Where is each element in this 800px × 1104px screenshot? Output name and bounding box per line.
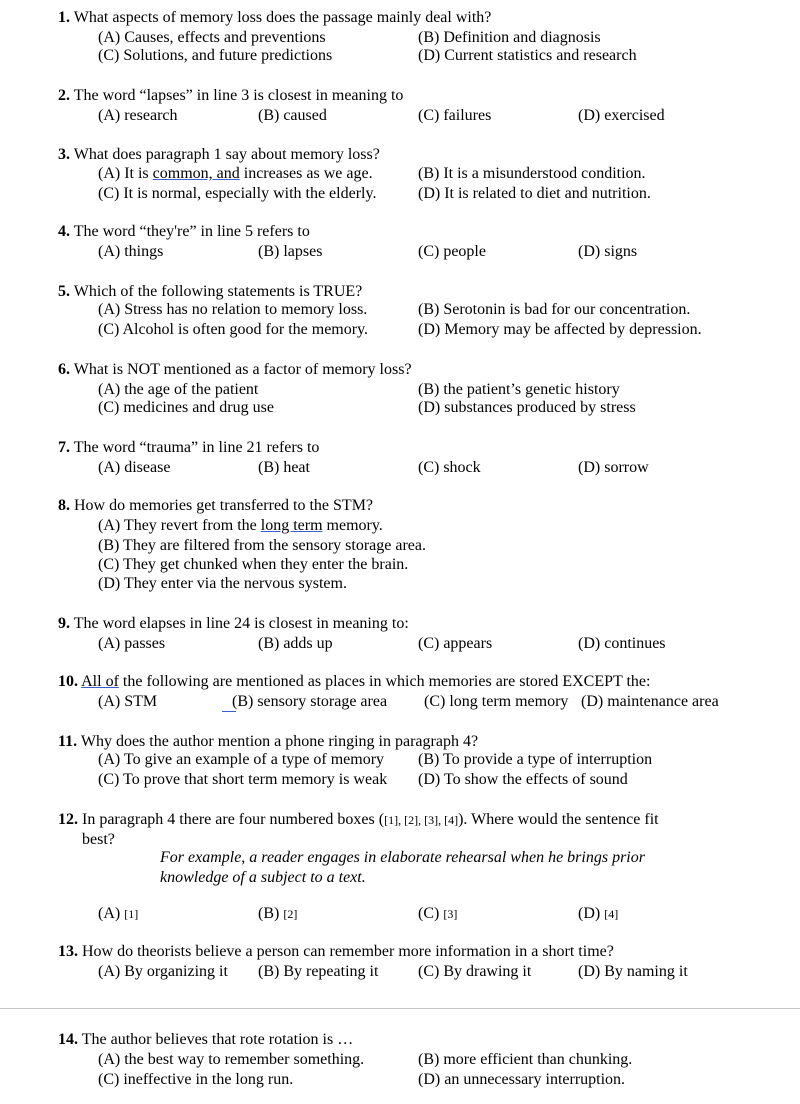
question-text: Why does the author mention a phone ringing in paragraph 4? <box>80 733 479 750</box>
numbered-boxes: [1], [2], [3], [4] <box>384 813 459 827</box>
question-4-option-d: (D) signs <box>578 243 638 260</box>
option-text: (D) <box>578 905 605 922</box>
question-11-option-b: (B) To provide a type of interruption <box>418 751 653 768</box>
box-label: [2] <box>283 907 298 921</box>
question-14-stem <box>58 1030 353 1050</box>
question-9-option-c: (C) appears <box>418 635 493 652</box>
question-12-quote-line2: knowledge of a subject to a text. <box>160 869 366 886</box>
question-2-option-b: (B) caused <box>258 107 327 124</box>
question-1-option-b: (B) Definition and diagnosis <box>418 29 601 46</box>
question-text: The word “lapses” in line 3 is closest in meaning to <box>73 87 404 104</box>
question-6-option-d: (D) substances produced by stress <box>418 399 636 416</box>
question-10-option-b: (B) sensory storage area <box>232 693 388 710</box>
question-5-option-a: (A) Stress has no relation to memory loss. <box>98 301 368 318</box>
question-6-stem <box>58 360 412 380</box>
question-number: 6. <box>58 361 70 378</box>
question-number: 12. <box>58 811 78 828</box>
question-7-option-b: (B) heat <box>258 459 310 476</box>
question-text: Which of the following statements is TRUE? <box>73 283 363 300</box>
option-text: increases as we age. <box>239 165 373 182</box>
question-number: 5. <box>58 283 70 300</box>
box-label: [1] <box>124 907 139 921</box>
question-text: In paragraph 4 there are four numbered boxes ( <box>82 811 385 828</box>
page-break-divider <box>0 1008 800 1009</box>
question-13-option-c: (C) By drawing it <box>418 963 532 980</box>
question-14-option-c: (C) ineffective in the long run. <box>98 1071 294 1088</box>
question-text: The word elapses in line 24 is closest in meaning to: <box>73 615 409 632</box>
question-2-option-d: (D) exercised <box>578 107 665 124</box>
question-7-option-a: (A) disease <box>98 459 171 476</box>
question-text: What is NOT mentioned as a factor of memory loss? <box>73 361 412 378</box>
question-12-option-b <box>258 904 297 924</box>
question-text: ). Where would the sentence fit <box>458 811 659 828</box>
question-number: 14. <box>58 1031 78 1048</box>
question-13-option-d: (D) By naming it <box>578 963 688 980</box>
box-label: [4] <box>604 907 619 921</box>
question-2-stem <box>58 86 403 106</box>
question-9-stem <box>58 614 409 634</box>
question-3-option-a <box>98 164 373 184</box>
question-3-option-d: (D) It is related to diet and nutrition. <box>418 185 651 202</box>
question-text: The word “they're” in line 5 refers to <box>73 223 310 240</box>
question-number: 7. <box>58 439 70 456</box>
question-text: What does paragraph 1 say about memory loss? <box>73 146 380 163</box>
question-number: 11. <box>58 733 78 750</box>
question-number: 4. <box>58 223 70 240</box>
question-11-option-d: (D) To show the effects of sound <box>418 771 628 788</box>
question-3-stem <box>58 145 380 165</box>
question-5-option-d: (D) Memory may be affected by depression. <box>418 321 702 338</box>
question-1-option-c: (C) Solutions, and future predictions <box>98 47 333 64</box>
question-text: the following are mentioned as places in which memories are stored EXCEPT the: <box>118 673 651 690</box>
question-8-stem <box>58 496 373 516</box>
question-5-stem <box>58 282 362 302</box>
question-13-option-b: (B) By repeating it <box>258 963 379 980</box>
hyperlink-text[interactable]: All of <box>81 673 119 690</box>
question-14-option-b: (B) more efficient than chunking. <box>418 1051 633 1068</box>
question-3-option-c: (C) It is normal, especially with the elderly. <box>98 185 377 202</box>
question-text: How do memories get transferred to the STM? <box>74 497 374 514</box>
question-1-option-a: (A) Causes, effects and preventions <box>98 29 326 46</box>
question-12-stem-line2: best? <box>82 831 115 848</box>
question-10-stem <box>58 672 650 692</box>
question-7-option-d: (D) sorrow <box>578 459 649 476</box>
question-14-option-a: (A) the best way to remember something. <box>98 1051 365 1068</box>
question-8-option-b: (B) They are filtered from the sensory storage area. <box>98 537 427 554</box>
option-text: (B) <box>258 905 284 922</box>
question-8-option-a <box>98 516 383 536</box>
question-4-option-a: (A) things <box>98 243 164 260</box>
question-number: 10. <box>58 673 78 690</box>
option-text: (C) <box>418 905 444 922</box>
question-13-option-a: (A) By organizing it <box>98 963 228 980</box>
question-number: 1. <box>58 9 70 26</box>
question-9-option-b: (B) adds up <box>258 635 333 652</box>
question-11-option-a: (A) To give an example of a type of memory <box>98 751 385 768</box>
question-2-option-c: (C) failures <box>418 107 492 124</box>
question-11-option-c: (C) To prove that short term memory is weak <box>98 771 388 788</box>
question-number: 3. <box>58 146 70 163</box>
box-label: [3] <box>443 907 458 921</box>
question-7-stem <box>58 438 319 458</box>
question-number: 2. <box>58 87 70 104</box>
question-12-quote-line1: For example, a reader engages in elaborate rehearsal when he brings prior <box>160 849 645 866</box>
option-text: memory. <box>322 517 383 534</box>
question-5-option-c: (C) Alcohol is often good for the memory. <box>98 321 369 338</box>
question-9-option-d: (D) continues <box>578 635 666 652</box>
question-4-option-c: (C) people <box>418 243 486 260</box>
question-6-option-b: (B) the patient’s genetic history <box>418 381 620 398</box>
question-4-option-b: (B) lapses <box>258 243 323 260</box>
question-6-option-a: (A) the age of the patient <box>98 381 259 398</box>
question-12-option-a <box>98 904 138 924</box>
hyperlink-text[interactable]: common, and <box>152 165 240 182</box>
question-1-stem <box>58 8 491 28</box>
question-2-option-a: (A) research <box>98 107 178 124</box>
option-text: (A) It is <box>98 165 153 182</box>
question-12-option-d <box>578 904 618 924</box>
question-13-stem <box>58 942 614 962</box>
question-3-option-b: (B) It is a misunderstood condition. <box>418 165 646 182</box>
question-10-option-d: (D) maintenance area <box>581 693 719 710</box>
question-6-option-c: (C) medicines and drug use <box>98 399 274 416</box>
hyperlink-text[interactable]: long term <box>260 517 323 534</box>
question-10-option-c: (C) long term memory <box>424 693 569 710</box>
question-number: 9. <box>58 615 70 632</box>
question-5-option-b: (B) Serotonin is bad for our concentration. <box>418 301 691 318</box>
question-text: The author believes that rote rotation is … <box>81 1031 354 1048</box>
question-text: How do theorists believe a person can remember more information in a short time? <box>82 943 614 960</box>
question-text: What aspects of memory loss does the passage mainly deal with? <box>73 9 492 26</box>
question-14-option-d: (D) an unnecessary interruption. <box>418 1071 626 1088</box>
question-8-option-d: (D) They enter via the nervous system. <box>98 575 347 592</box>
question-number: 13. <box>58 943 78 960</box>
question-1-option-d: (D) Current statistics and research <box>418 47 637 64</box>
question-10-option-a: (A) STM <box>98 693 158 710</box>
question-7-option-c: (C) shock <box>418 459 481 476</box>
question-12-option-c <box>418 904 457 924</box>
option-text: (A) They revert from the <box>98 517 261 534</box>
question-11-stem <box>58 732 478 752</box>
question-12-stem <box>58 810 659 830</box>
question-9-option-a: (A) passes <box>98 635 166 652</box>
question-4-stem <box>58 222 310 242</box>
question-number: 8. <box>58 497 70 514</box>
question-8-option-c: (C) They get chunked when they enter the brain. <box>98 556 409 573</box>
question-text: The word “trauma” in line 21 refers to <box>73 439 320 456</box>
option-text: (A) <box>98 905 125 922</box>
